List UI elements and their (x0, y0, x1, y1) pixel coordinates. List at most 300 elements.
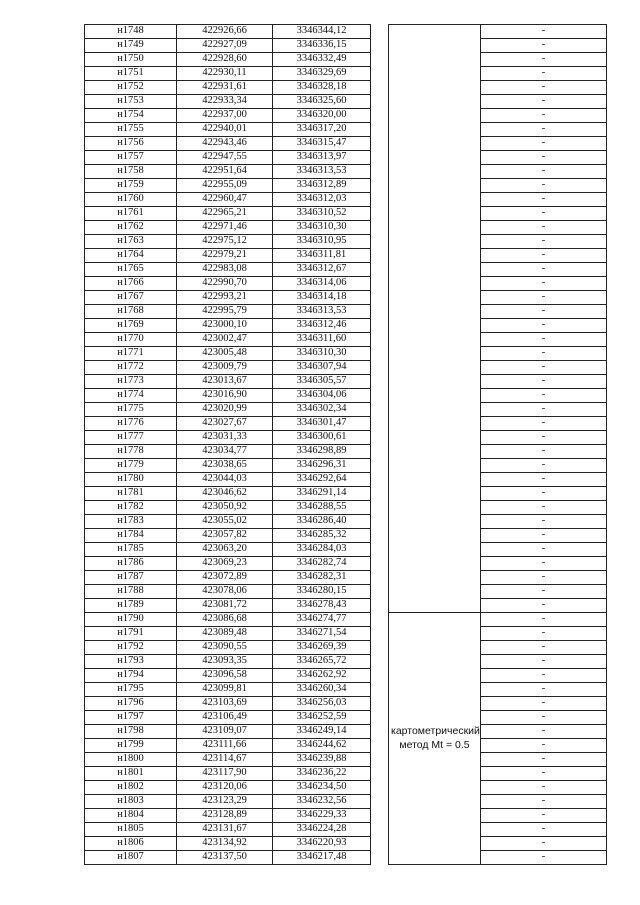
point-number-cell: н1784 (85, 529, 177, 543)
accuracy-value-cell: - (481, 599, 607, 613)
y-coordinate-cell: 3346262,92 (273, 669, 371, 683)
point-number-cell: н1788 (85, 585, 177, 599)
accuracy-value-cell: - (481, 389, 607, 403)
point-number-cell: н1802 (85, 781, 177, 795)
blank-cell (371, 487, 389, 501)
x-coordinate-cell: 423137,50 (177, 851, 273, 865)
table-row (85, 263, 607, 277)
table-row (85, 515, 607, 529)
table-row (85, 809, 607, 823)
table-row (85, 179, 607, 193)
y-coordinate-cell: 3346325,60 (273, 95, 371, 109)
table-row (85, 53, 607, 67)
blank-cell (371, 249, 389, 263)
point-number-cell: н1775 (85, 403, 177, 417)
blank-cell (371, 473, 389, 487)
accuracy-value-cell: - (481, 375, 607, 389)
table-row (85, 67, 607, 81)
accuracy-value-cell: - (481, 291, 607, 305)
point-number-cell: н1796 (85, 697, 177, 711)
table-row (85, 627, 607, 641)
table-row (85, 669, 607, 683)
accuracy-value-cell: - (481, 585, 607, 599)
blank-cell (371, 417, 389, 431)
blank-cell (371, 347, 389, 361)
accuracy-value-cell: - (481, 193, 607, 207)
y-coordinate-cell: 3346332,49 (273, 53, 371, 67)
accuracy-value-cell: - (481, 781, 607, 795)
x-coordinate-cell: 422983,08 (177, 263, 273, 277)
accuracy-value-cell: - (481, 683, 607, 697)
y-coordinate-cell: 3346256,03 (273, 697, 371, 711)
y-coordinate-cell: 3346269,39 (273, 641, 371, 655)
x-coordinate-cell: 422965,21 (177, 207, 273, 221)
y-coordinate-cell: 3346313,97 (273, 151, 371, 165)
blank-cell (371, 193, 389, 207)
accuracy-value-cell: - (481, 431, 607, 445)
blank-cell (371, 697, 389, 711)
table-row (85, 655, 607, 669)
accuracy-value-cell: - (481, 739, 607, 753)
accuracy-value-cell: - (481, 165, 607, 179)
x-coordinate-cell: 422927,09 (177, 39, 273, 53)
x-coordinate-cell: 423031,33 (177, 431, 273, 445)
table-row (85, 459, 607, 473)
table-row (85, 529, 607, 543)
x-coordinate-cell: 423005,48 (177, 347, 273, 361)
table-row (85, 81, 607, 95)
y-coordinate-cell: 3346314,06 (273, 277, 371, 291)
y-coordinate-cell: 3346336,15 (273, 39, 371, 53)
y-coordinate-cell: 3346249,14 (273, 725, 371, 739)
table-row (85, 725, 607, 739)
accuracy-value-cell: - (481, 25, 607, 39)
table-row (85, 361, 607, 375)
x-coordinate-cell: 423057,82 (177, 529, 273, 543)
accuracy-value-cell: - (481, 641, 607, 655)
blank-cell (371, 529, 389, 543)
point-number-cell: н1782 (85, 501, 177, 515)
x-coordinate-cell: 422931,61 (177, 81, 273, 95)
point-number-cell: н1777 (85, 431, 177, 445)
accuracy-value-cell: - (481, 543, 607, 557)
point-number-cell: н1773 (85, 375, 177, 389)
x-coordinate-cell: 423044,03 (177, 473, 273, 487)
blank-cell (371, 235, 389, 249)
x-coordinate-cell: 423089,48 (177, 627, 273, 641)
accuracy-value-cell: - (481, 95, 607, 109)
x-coordinate-cell: 423086,68 (177, 613, 273, 627)
table-row (85, 795, 607, 809)
table-row (85, 137, 607, 151)
blank-cell (371, 207, 389, 221)
point-number-cell: н1778 (85, 445, 177, 459)
y-coordinate-cell: 3346232,56 (273, 795, 371, 809)
x-coordinate-cell: 423109,07 (177, 725, 273, 739)
point-number-cell: н1793 (85, 655, 177, 669)
accuracy-value-cell: - (481, 669, 607, 683)
accuracy-value-cell: - (481, 277, 607, 291)
x-coordinate-cell: 423009,79 (177, 361, 273, 375)
accuracy-value-cell: - (481, 515, 607, 529)
y-coordinate-cell: 3346252,59 (273, 711, 371, 725)
x-coordinate-cell: 423072,89 (177, 571, 273, 585)
table-row (85, 123, 607, 137)
y-coordinate-cell: 3346274,77 (273, 613, 371, 627)
x-coordinate-cell: 423096,58 (177, 669, 273, 683)
table-row (85, 487, 607, 501)
point-number-cell: н1800 (85, 753, 177, 767)
x-coordinate-cell: 423090,55 (177, 641, 273, 655)
blank-cell (371, 599, 389, 613)
y-coordinate-cell: 3346310,95 (273, 235, 371, 249)
table-row (85, 375, 607, 389)
point-number-cell: н1761 (85, 207, 177, 221)
y-coordinate-cell: 3346302,34 (273, 403, 371, 417)
point-number-cell: н1752 (85, 81, 177, 95)
x-coordinate-cell: 422940,01 (177, 123, 273, 137)
accuracy-value-cell: - (481, 361, 607, 375)
x-coordinate-cell: 422990,70 (177, 277, 273, 291)
blank-cell (371, 165, 389, 179)
accuracy-value-cell: - (481, 347, 607, 361)
blank-cell (371, 753, 389, 767)
x-coordinate-cell: 422930,11 (177, 67, 273, 81)
method-cell-empty (389, 25, 481, 613)
blank-cell (371, 613, 389, 627)
point-number-cell: н1781 (85, 487, 177, 501)
x-coordinate-cell: 423081,72 (177, 599, 273, 613)
y-coordinate-cell: 3346292,64 (273, 473, 371, 487)
table-row (85, 109, 607, 123)
blank-cell (371, 515, 389, 529)
y-coordinate-cell: 3346278,43 (273, 599, 371, 613)
table-row (85, 683, 607, 697)
y-coordinate-cell: 3346311,60 (273, 333, 371, 347)
point-number-cell: н1754 (85, 109, 177, 123)
point-number-cell: н1749 (85, 39, 177, 53)
y-coordinate-cell: 3346220,93 (273, 837, 371, 851)
point-number-cell: н1753 (85, 95, 177, 109)
blank-cell (371, 277, 389, 291)
accuracy-value-cell: - (481, 445, 607, 459)
x-coordinate-cell: 423131,67 (177, 823, 273, 837)
x-coordinate-cell: 423120,06 (177, 781, 273, 795)
x-coordinate-cell: 423099,81 (177, 683, 273, 697)
point-number-cell: н1763 (85, 235, 177, 249)
blank-cell (371, 361, 389, 375)
y-coordinate-cell: 3346344,12 (273, 25, 371, 39)
point-number-cell: н1769 (85, 319, 177, 333)
blank-cell (371, 81, 389, 95)
point-number-cell: н1764 (85, 249, 177, 263)
table-row (85, 95, 607, 109)
point-number-cell: н1750 (85, 53, 177, 67)
blank-cell (371, 389, 389, 403)
x-coordinate-cell: 422971,46 (177, 221, 273, 235)
blank-cell (371, 431, 389, 445)
blank-cell (371, 305, 389, 319)
point-number-cell: н1766 (85, 277, 177, 291)
accuracy-value-cell: - (481, 725, 607, 739)
point-number-cell: н1771 (85, 347, 177, 361)
x-coordinate-cell: 423103,69 (177, 697, 273, 711)
accuracy-value-cell: - (481, 529, 607, 543)
blank-cell (371, 571, 389, 585)
blank-cell (371, 123, 389, 137)
point-number-cell: н1770 (85, 333, 177, 347)
y-coordinate-cell: 3346296,31 (273, 459, 371, 473)
point-number-cell: н1786 (85, 557, 177, 571)
point-number-cell: н1795 (85, 683, 177, 697)
accuracy-value-cell: - (481, 823, 607, 837)
point-number-cell: н1787 (85, 571, 177, 585)
accuracy-value-cell: - (481, 459, 607, 473)
point-number-cell: н1780 (85, 473, 177, 487)
accuracy-value-cell: - (481, 571, 607, 585)
point-number-cell: н1751 (85, 67, 177, 81)
y-coordinate-cell: 3346282,31 (273, 571, 371, 585)
table-row (85, 599, 607, 613)
y-coordinate-cell: 3346286,40 (273, 515, 371, 529)
table-row (85, 235, 607, 249)
x-coordinate-cell: 423038,65 (177, 459, 273, 473)
point-number-cell: н1776 (85, 417, 177, 431)
table-row (85, 25, 607, 39)
table-row (85, 851, 607, 865)
blank-cell (371, 263, 389, 277)
y-coordinate-cell: 3346239,88 (273, 753, 371, 767)
accuracy-value-cell: - (481, 67, 607, 81)
accuracy-value-cell: - (481, 711, 607, 725)
table-row (85, 151, 607, 165)
accuracy-value-cell: - (481, 123, 607, 137)
table-row (85, 165, 607, 179)
y-coordinate-cell: 3346310,30 (273, 221, 371, 235)
blank-cell (371, 179, 389, 193)
table-row (85, 277, 607, 291)
x-coordinate-cell: 423020,99 (177, 403, 273, 417)
table-row (85, 249, 607, 263)
x-coordinate-cell: 423128,89 (177, 809, 273, 823)
accuracy-value-cell: - (481, 319, 607, 333)
x-coordinate-cell: 422928,60 (177, 53, 273, 67)
accuracy-value-cell: - (481, 151, 607, 165)
accuracy-value-cell: - (481, 207, 607, 221)
y-coordinate-cell: 3346244,62 (273, 739, 371, 753)
x-coordinate-cell: 422955,09 (177, 179, 273, 193)
table-row (85, 473, 607, 487)
y-coordinate-cell: 3346298,89 (273, 445, 371, 459)
method-label: картометрический (391, 725, 480, 738)
point-number-cell: н1797 (85, 711, 177, 725)
accuracy-value-cell: - (481, 109, 607, 123)
table-row (85, 305, 607, 319)
blank-cell (371, 221, 389, 235)
x-coordinate-cell: 423013,67 (177, 375, 273, 389)
table-row (85, 221, 607, 235)
x-coordinate-cell: 423123,29 (177, 795, 273, 809)
accuracy-value-cell: - (481, 263, 607, 277)
y-coordinate-cell: 3346314,18 (273, 291, 371, 305)
table-row (85, 753, 607, 767)
x-coordinate-cell: 422933,34 (177, 95, 273, 109)
y-coordinate-cell: 3346320,00 (273, 109, 371, 123)
y-coordinate-cell: 3346285,32 (273, 529, 371, 543)
table-row (85, 837, 607, 851)
x-coordinate-cell: 423027,67 (177, 417, 273, 431)
y-coordinate-cell: 3346288,55 (273, 501, 371, 515)
table-row (85, 711, 607, 725)
accuracy-value-cell: - (481, 627, 607, 641)
blank-cell (371, 837, 389, 851)
table-row (85, 557, 607, 571)
point-number-cell: н1790 (85, 613, 177, 627)
accuracy-value-cell: - (481, 305, 607, 319)
y-coordinate-cell: 3346312,46 (273, 319, 371, 333)
point-number-cell: н1768 (85, 305, 177, 319)
method-accuracy: метод Mt = 0.5 (399, 738, 470, 751)
blank-cell (371, 767, 389, 781)
blank-cell (371, 543, 389, 557)
y-coordinate-cell: 3346312,03 (273, 193, 371, 207)
method-cell (389, 613, 481, 865)
table-row (85, 823, 607, 837)
y-coordinate-cell: 3346313,53 (273, 165, 371, 179)
table-row (85, 641, 607, 655)
accuracy-value-cell: - (481, 179, 607, 193)
blank-cell (371, 711, 389, 725)
accuracy-value-cell: - (481, 809, 607, 823)
blank-cell (371, 669, 389, 683)
point-number-cell: н1792 (85, 641, 177, 655)
blank-cell (371, 781, 389, 795)
x-coordinate-cell: 422937,00 (177, 109, 273, 123)
point-number-cell: н1762 (85, 221, 177, 235)
x-coordinate-cell: 423093,35 (177, 655, 273, 669)
y-coordinate-cell: 3346282,74 (273, 557, 371, 571)
y-coordinate-cell: 3346301,47 (273, 417, 371, 431)
x-coordinate-cell: 422995,79 (177, 305, 273, 319)
y-coordinate-cell: 3346217,48 (273, 851, 371, 865)
table-row (85, 403, 607, 417)
blank-cell (371, 823, 389, 837)
x-coordinate-cell: 422975,12 (177, 235, 273, 249)
x-coordinate-cell: 423000,10 (177, 319, 273, 333)
table-row (85, 39, 607, 53)
accuracy-value-cell: - (481, 333, 607, 347)
point-number-cell: н1756 (85, 137, 177, 151)
table-row (85, 319, 607, 333)
blank-cell (371, 725, 389, 739)
accuracy-value-cell: - (481, 697, 607, 711)
accuracy-value-cell: - (481, 795, 607, 809)
y-coordinate-cell: 3346229,33 (273, 809, 371, 823)
y-coordinate-cell: 3346284,03 (273, 543, 371, 557)
y-coordinate-cell: 3346329,69 (273, 67, 371, 81)
accuracy-value-cell: - (481, 417, 607, 431)
point-number-cell: н1765 (85, 263, 177, 277)
y-coordinate-cell: 3346317,20 (273, 123, 371, 137)
x-coordinate-cell: 422993,21 (177, 291, 273, 305)
point-number-cell: н1798 (85, 725, 177, 739)
accuracy-value-cell: - (481, 473, 607, 487)
point-number-cell: н1759 (85, 179, 177, 193)
table-row (85, 347, 607, 361)
blank-cell (371, 39, 389, 53)
accuracy-value-cell: - (481, 851, 607, 865)
accuracy-value-cell: - (481, 501, 607, 515)
coordinates-table-body (85, 25, 607, 865)
blank-cell (371, 459, 389, 473)
point-number-cell: н1779 (85, 459, 177, 473)
blank-cell (371, 291, 389, 305)
point-number-cell: н1785 (85, 543, 177, 557)
table-row (85, 291, 607, 305)
accuracy-value-cell: - (481, 235, 607, 249)
point-number-cell: н1806 (85, 837, 177, 851)
x-coordinate-cell: 423134,92 (177, 837, 273, 851)
blank-cell (371, 655, 389, 669)
accuracy-value-cell: - (481, 767, 607, 781)
accuracy-value-cell: - (481, 221, 607, 235)
accuracy-value-cell: - (481, 655, 607, 669)
table-row (85, 613, 607, 627)
point-number-cell: н1760 (85, 193, 177, 207)
blank-cell (371, 445, 389, 459)
blank-cell (371, 795, 389, 809)
blank-cell (371, 627, 389, 641)
x-coordinate-cell: 422979,21 (177, 249, 273, 263)
y-coordinate-cell: 3346280,15 (273, 585, 371, 599)
accuracy-value-cell: - (481, 557, 607, 571)
y-coordinate-cell: 3346328,18 (273, 81, 371, 95)
table-row (85, 333, 607, 347)
blank-cell (371, 319, 389, 333)
accuracy-value-cell: - (481, 137, 607, 151)
y-coordinate-cell: 3346310,30 (273, 347, 371, 361)
x-coordinate-cell: 423055,02 (177, 515, 273, 529)
y-coordinate-cell: 3346315,47 (273, 137, 371, 151)
blank-cell (371, 683, 389, 697)
blank-cell (371, 25, 389, 39)
blank-cell (371, 375, 389, 389)
point-number-cell: н1807 (85, 851, 177, 865)
table-row (85, 431, 607, 445)
table-row (85, 571, 607, 585)
table-row (85, 781, 607, 795)
accuracy-value-cell: - (481, 613, 607, 627)
coordinates-table (84, 24, 607, 865)
point-number-cell: н1801 (85, 767, 177, 781)
x-coordinate-cell: 422947,55 (177, 151, 273, 165)
point-number-cell: н1748 (85, 25, 177, 39)
blank-cell (371, 403, 389, 417)
x-coordinate-cell: 423046,62 (177, 487, 273, 501)
point-number-cell: н1803 (85, 795, 177, 809)
accuracy-value-cell: - (481, 487, 607, 501)
accuracy-value-cell: - (481, 403, 607, 417)
table-row (85, 543, 607, 557)
blank-cell (371, 809, 389, 823)
table-row (85, 585, 607, 599)
x-coordinate-cell: 423050,92 (177, 501, 273, 515)
y-coordinate-cell: 3346271,54 (273, 627, 371, 641)
y-coordinate-cell: 3346305,57 (273, 375, 371, 389)
x-coordinate-cell: 423114,67 (177, 753, 273, 767)
y-coordinate-cell: 3346260,34 (273, 683, 371, 697)
table-row (85, 207, 607, 221)
